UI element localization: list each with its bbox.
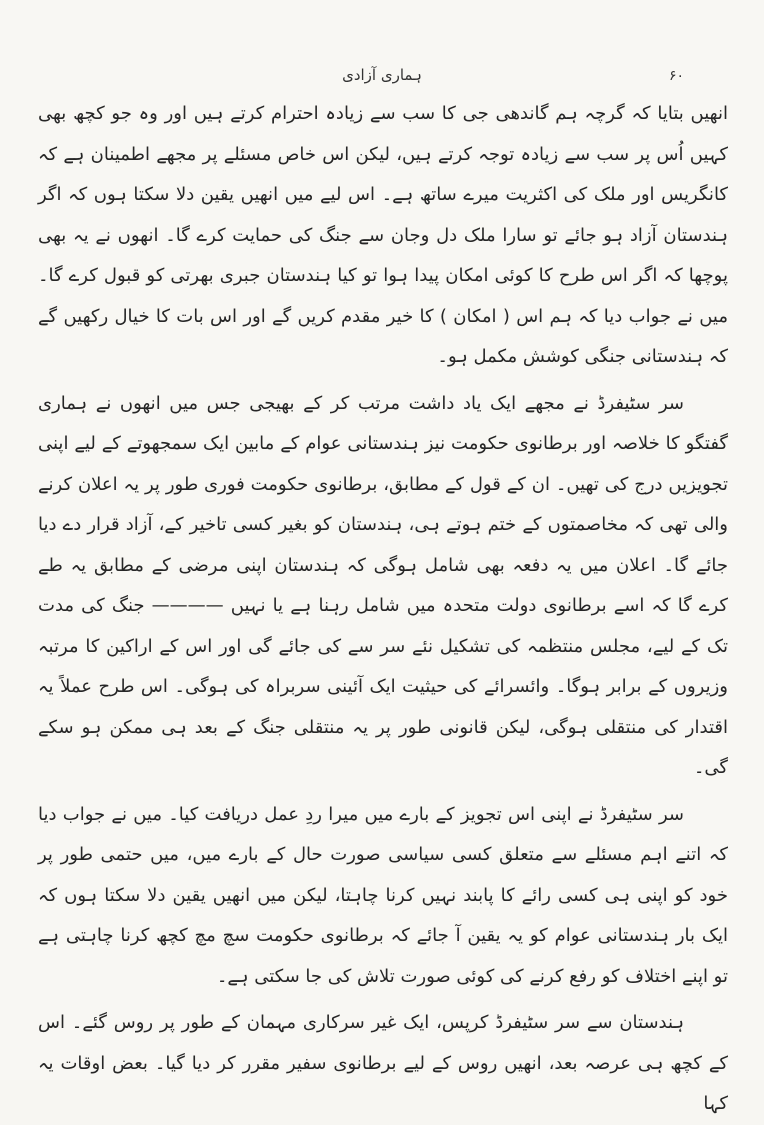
paragraph (38, 1003, 728, 1125)
page-header (0, 66, 764, 92)
text-line: کوئی صورت تلاش کی جا سکتی ہے۔ (216, 965, 495, 987)
text-line: ہم اس ( امکان ) کا خیر مقدم کریں گے اور اس بات کا خیال رکھیں گے کہ ہندستانی جنگی کوشش (38, 305, 728, 367)
text-line: مکمل ہو۔ (437, 346, 518, 367)
text-line: طرح کا کوئی امکان پیدا ہوا تو کیا ہندستان جبری بھرتی کو قبول کرے گا۔ میں نے جواب دیا کہ (38, 265, 728, 327)
text-line: سے کی جائے گی اور اس کے اراکین کا مرتبہ وزیروں کے برابر ہوگا۔ وائسرائے کی حیثیت (38, 635, 728, 697)
text-line: دیا کہ اتنے اہم مسئلے سے متعلق کسی سیاسی صورت حال کے بارے میں، میں حتمی طور پر خود کو اپنی ہی (38, 803, 728, 906)
text-line: پر سب سے زیادہ توجہ کرتے ہیں، لیکن اس خاص مسئلے پر مجھے اطمینان ہے کہ کانگریس اور ملک (38, 143, 728, 205)
text-line: منتقلی جنگ کے بعد ہی ممکن ہو سکے گی۔ (38, 716, 728, 778)
text-line: ہو جائے تو سارا ملک دل وجان سے جنگ کی حمایت کرے گا۔ انھوں نے یہ بھی پوچھا کہ اگر اس (38, 224, 728, 286)
text-line: سر سٹیفرڈ نے اپنی اس تجویز کے بارے میں میرا ردِ عمل دریافت کیا۔ میں نے جواب (62, 803, 684, 825)
text-line: شامل ہوگی کہ ہندستان اپنی مرضی کے مطابق یہ طے کرے گا کہ اسے برطانوی دولت متحدہ میں (38, 554, 728, 616)
text-line: ان کے قول کے مطابق، برطانوی حکومت فوری طور پر یہ اعلان کرنے والی تھی کہ مخاصمتوں کے (38, 473, 728, 535)
paragraph (38, 384, 728, 789)
paragraph (38, 94, 728, 378)
body-text (38, 94, 728, 1125)
text-line: ختم ہوتے ہی، ہندستان کو بغیر کسی تاخیر کے، آزاد قرار دے دیا جائے گا۔ اعلان میں یہ دفعہ بھی (38, 514, 728, 576)
text-line: انھیں بتایا کہ گرچہ ہم گاندھی جی کا سب سے زیادہ احترام کرتے ہیں اور وہ جو کچھ بھی کہیں اُس (38, 103, 728, 165)
text-line: کی اکثریت میرے ساتھ ہے۔ اس لیے میں انھیں یقین دلا سکتا ہوں کہ اگر ہندستان آزاد (38, 184, 728, 246)
text-line: ہندستان سے سر سٹیفرڈ کرپس، ایک غیر سرکاری مہمان کے طور پر روس گئے۔ اس (38, 1012, 684, 1033)
text-line: سر سٹیفرڈ نے مجھے ایک یاد داشت مرتب کر کے بھیجی جس میں انھوں نے ہماری گفتگو کا خلاصہ (38, 392, 728, 454)
text-line: کو یہ یقین آ جائے کہ برطانوی حکومت سچ مچ کچھ کرنا چاہتی ہے تو اپنے اختلاف کو رفع کرنے کی (38, 925, 728, 987)
text-line: کسی رائے کا پابند نہیں کرنا چاہتا، لیکن میں انھیں یقین دلا سکتا ہوں کہ ایک بار ہندستانی عوام (38, 884, 728, 946)
text-line: کے کچھ ہی عرصہ بعد، انھیں روس کے لیے برطانوی سفیر مقرر کر دیا گیا۔ بعض اوقات یہ کہا (38, 1052, 728, 1114)
text-line: ایک آئینی سربراہ کی ہوگی۔ اس طرح عملاً یہ اقتدار کی منتقلی ہوگی، لیکن قانونی طور پر یہ (38, 676, 728, 738)
text-line: اور برطانوی حکومت نیز ہندستانی عوام کے مابین ایک سمجھوتے کے لیے اپنی تجویزیں درج کی تھیں۔ (38, 433, 729, 495)
paragraph (38, 795, 728, 998)
text-line: شامل رہنا ہے یا نہیں ———— جنگ کی مدت تک کے لیے، مجلس منتظمہ کی تشکیل نئے سر (38, 595, 728, 657)
page-number: ۶۰ (668, 68, 684, 84)
running-title: ہماری آزادی (342, 66, 422, 84)
